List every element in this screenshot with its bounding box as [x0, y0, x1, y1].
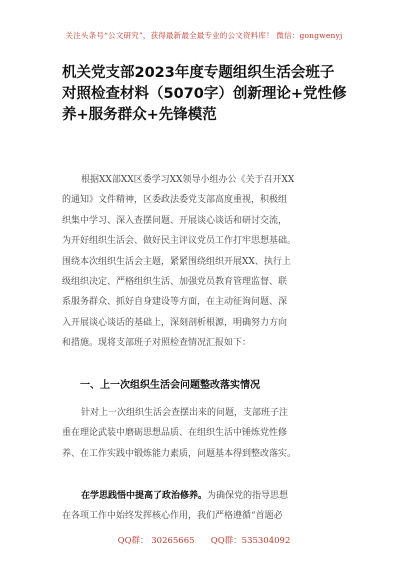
title-line-2: 对照检查材料（5070字）创新理论+党性修: [62, 86, 347, 102]
intro-line: 级组织决定、严格组织生活、加强党员教育管理监督、联: [62, 277, 288, 288]
section1-line: 针对上一次组织生活会查摆出来的问题，支部班子注: [81, 408, 289, 418]
political-cultivation-paragraph: [62, 486, 347, 527]
para3-line-2: 在各项工作中始终发挥核心作用，我们严格遵循“首题必: [62, 511, 283, 522]
header-promo-note: 关注头条号“公文研究”，获得最新最全最专业的公文资料库！ 微信：gongwenyj: [65, 31, 343, 40]
intro-line: 入开展谈心谈话的基础上，深刻剖析根源，明确努力方向: [62, 317, 288, 328]
section1-line: 养、在工作实践中锻炼能力素质，问题基本得到整改落实。: [62, 448, 297, 459]
intro-line: 织集中学习、深入查摆问题、开展谈心谈话和研讨交流，: [62, 215, 288, 226]
intro-paragraph: [62, 170, 347, 354]
para3-line-1: [62, 486, 347, 506]
section1-line: 重在理论武装中磨砺思想品质、在组织生活中锤炼党性修: [62, 428, 288, 439]
intro-line: 根据XX部XX区委学习XX领导小组办公《关于召开XX: [81, 175, 295, 185]
intro-line: 和措施。现将支部班子对照检查情况汇报如下：: [62, 338, 252, 349]
document-title: [62, 63, 362, 126]
intro-line: 围绕本次组织生活会主题，紧紧围绕组织开展XX、执行上: [62, 256, 291, 267]
para3-line-1-rest: 为确保党的指导思想: [207, 491, 289, 501]
section1-paragraph: [62, 403, 347, 464]
bold-lead-text: 在学思践悟中提高了政治修养。: [81, 491, 208, 501]
title-line-1: 机关党支部2023年度专题组织生活会班子: [62, 65, 335, 81]
section-heading-1: 一、上一次组织生活会问题整改落实情况: [80, 380, 260, 391]
footer-qq-groups: QQ群： 30265665 QQ群：535304092: [117, 536, 291, 546]
intro-line: 的通知》文件精神，区委政法委党支部高度重视，积极组: [62, 195, 288, 206]
intro-line: 为开好组织生活会、做好民主评议党员工作打牢思想基础。: [62, 236, 297, 247]
intro-line: 系服务群众、抓好自身建设等方面，在主动征询问题、深: [62, 297, 288, 308]
title-line-3: 养+服务群众+先锋模范: [62, 107, 217, 123]
